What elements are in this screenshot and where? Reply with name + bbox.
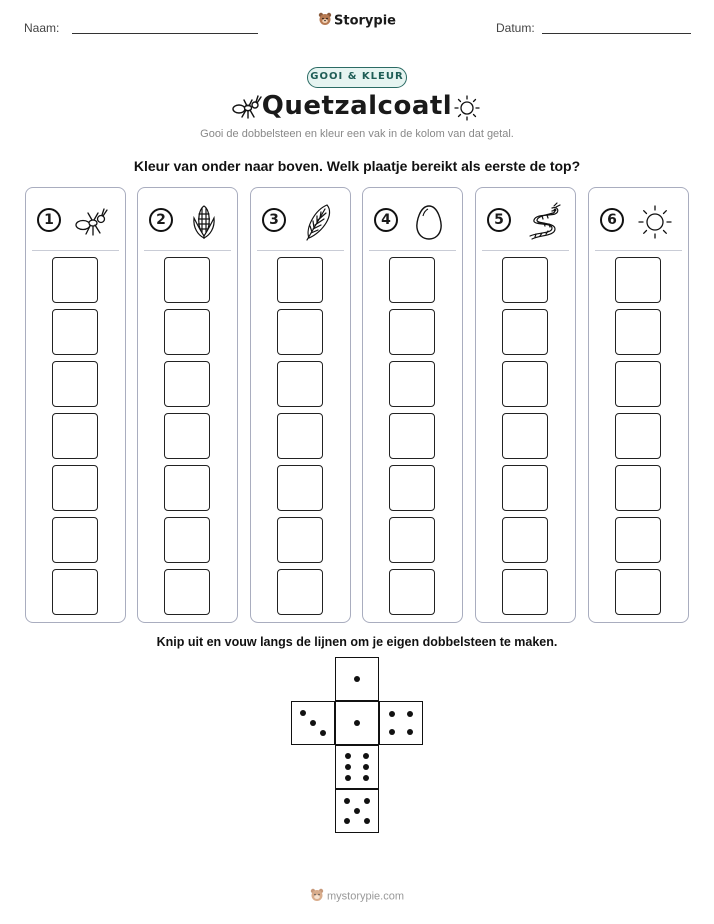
die-pip bbox=[363, 775, 369, 781]
die-face-right bbox=[379, 701, 423, 745]
die-face-left bbox=[291, 701, 335, 745]
name-label: Naam: bbox=[24, 21, 60, 35]
cutout-instruction: Knip uit en vouw langs de lijnen om je eigen dobbelsteen te maken. bbox=[156, 635, 558, 649]
feather-icon bbox=[297, 202, 337, 242]
date-line[interactable] bbox=[542, 33, 691, 34]
die-pip bbox=[364, 798, 370, 804]
die-pip bbox=[363, 753, 369, 759]
die-pip bbox=[364, 818, 370, 824]
footer-url[interactable]: mystorypie.com bbox=[326, 890, 405, 903]
activity-badge: GOOI & KLEUR bbox=[307, 67, 407, 88]
die-pip bbox=[354, 676, 360, 682]
color-box[interactable] bbox=[52, 309, 98, 355]
serpent-icon bbox=[522, 202, 562, 242]
color-box[interactable] bbox=[389, 413, 435, 459]
die-pip bbox=[389, 729, 395, 735]
color-box[interactable] bbox=[615, 517, 661, 563]
color-box[interactable] bbox=[389, 465, 435, 511]
date-label: Datum: bbox=[496, 21, 535, 35]
color-box[interactable] bbox=[164, 257, 210, 303]
color-box[interactable] bbox=[277, 517, 323, 563]
die-pip bbox=[407, 711, 413, 717]
color-box[interactable] bbox=[389, 517, 435, 563]
die-pip bbox=[345, 764, 351, 770]
color-box[interactable] bbox=[164, 361, 210, 407]
die-pip bbox=[345, 775, 351, 781]
die-pip bbox=[354, 808, 360, 814]
color-box[interactable] bbox=[52, 413, 98, 459]
color-box[interactable] bbox=[615, 569, 661, 615]
color-box[interactable] bbox=[615, 465, 661, 511]
sun-icon bbox=[453, 94, 481, 122]
column-divider bbox=[257, 250, 344, 251]
die-face-bottom bbox=[335, 789, 379, 833]
ant-icon bbox=[72, 202, 112, 242]
color-box[interactable] bbox=[502, 361, 548, 407]
color-box[interactable] bbox=[52, 465, 98, 511]
die-pip bbox=[310, 720, 316, 726]
color-box[interactable] bbox=[502, 465, 548, 511]
column-divider bbox=[482, 250, 569, 251]
column-5 bbox=[475, 187, 576, 623]
color-box[interactable] bbox=[277, 413, 323, 459]
color-box[interactable] bbox=[164, 569, 210, 615]
color-box[interactable] bbox=[502, 517, 548, 563]
die-pip bbox=[407, 729, 413, 735]
die-pip bbox=[345, 753, 351, 759]
die-pip bbox=[320, 730, 326, 736]
footer bbox=[0, 888, 714, 905]
color-box[interactable] bbox=[502, 309, 548, 355]
column-divider bbox=[595, 250, 682, 251]
subtitle: Gooi de dobbelsteen en kleur een vak in de kolom van dat getal. bbox=[200, 128, 514, 140]
color-box[interactable] bbox=[52, 361, 98, 407]
color-box[interactable] bbox=[277, 465, 323, 511]
egg-icon bbox=[409, 202, 449, 242]
die-pip bbox=[354, 720, 360, 726]
column-6 bbox=[588, 187, 689, 623]
name-line[interactable] bbox=[72, 33, 258, 34]
color-box[interactable] bbox=[164, 465, 210, 511]
column-4 bbox=[362, 187, 463, 623]
color-box[interactable] bbox=[277, 257, 323, 303]
die-pip bbox=[389, 711, 395, 717]
color-box[interactable] bbox=[52, 257, 98, 303]
color-box[interactable] bbox=[277, 361, 323, 407]
die-pip bbox=[344, 798, 350, 804]
color-box[interactable] bbox=[389, 361, 435, 407]
color-box[interactable] bbox=[277, 569, 323, 615]
column-divider bbox=[369, 250, 456, 251]
color-box[interactable] bbox=[615, 257, 661, 303]
die-pip bbox=[300, 710, 306, 716]
color-box[interactable] bbox=[615, 309, 661, 355]
color-box[interactable] bbox=[164, 309, 210, 355]
color-box[interactable] bbox=[502, 413, 548, 459]
column-2 bbox=[137, 187, 238, 623]
color-box[interactable] bbox=[615, 413, 661, 459]
column-number: 1 bbox=[37, 208, 61, 232]
instruction: Kleur van onder naar boven. Welk plaatje bereikt als eerste de top? bbox=[133, 158, 581, 174]
column-number: 3 bbox=[262, 208, 286, 232]
sun-icon bbox=[635, 202, 675, 242]
column-1 bbox=[25, 187, 126, 623]
corn-icon bbox=[184, 202, 224, 242]
column-3 bbox=[250, 187, 351, 623]
color-box[interactable] bbox=[389, 569, 435, 615]
die-pip bbox=[344, 818, 350, 824]
column-number: 2 bbox=[149, 208, 173, 232]
color-box[interactable] bbox=[502, 257, 548, 303]
column-divider bbox=[32, 250, 119, 251]
color-box[interactable] bbox=[615, 361, 661, 407]
color-box[interactable] bbox=[389, 257, 435, 303]
die-face-center bbox=[335, 701, 379, 745]
color-box[interactable] bbox=[389, 309, 435, 355]
logo-text: Storypie bbox=[334, 13, 396, 29]
storypie-logo bbox=[0, 12, 714, 30]
color-box[interactable] bbox=[164, 413, 210, 459]
die-pip bbox=[363, 764, 369, 770]
column-number: 5 bbox=[487, 208, 511, 232]
bear-logo-icon bbox=[318, 12, 332, 30]
column-divider bbox=[144, 250, 231, 251]
bear-logo-icon bbox=[310, 888, 324, 905]
page-title: Quetzalcoatl bbox=[261, 91, 453, 121]
column-number: 6 bbox=[600, 208, 624, 232]
color-box[interactable] bbox=[277, 309, 323, 355]
color-box[interactable] bbox=[502, 569, 548, 615]
die-face-lower bbox=[335, 745, 379, 789]
die-face-top bbox=[335, 657, 379, 701]
color-box[interactable] bbox=[52, 569, 98, 615]
column-number: 4 bbox=[374, 208, 398, 232]
color-box[interactable] bbox=[52, 517, 98, 563]
color-box[interactable] bbox=[164, 517, 210, 563]
